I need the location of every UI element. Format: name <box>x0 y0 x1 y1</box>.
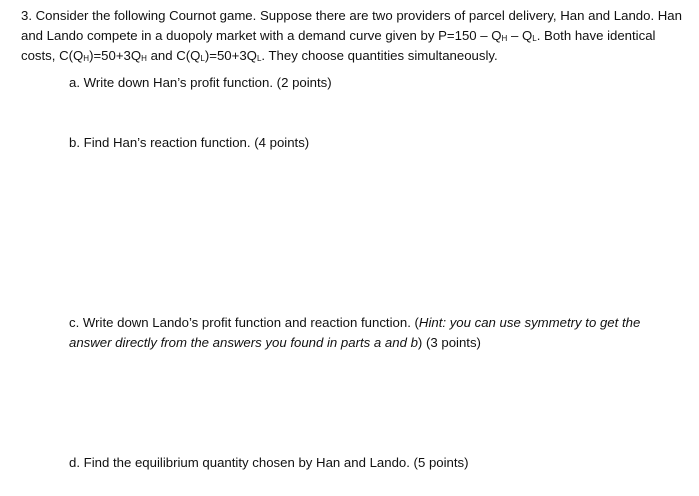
part-b: b. Find Han’s reaction function. (4 points) <box>69 135 310 150</box>
subscript-l: L <box>256 54 262 63</box>
intro-mid4: )=50+3Q <box>204 48 257 63</box>
intro-mid3: and C(Q <box>146 48 201 63</box>
question-intro <box>21 6 691 66</box>
part-c-hint: Hint: you can use symmetry to get the answer directly from the answers you found in parts a and b <box>69 315 641 350</box>
part-d: d. Find the equilibrium quantity chosen by Han and Lando. (5 points) <box>69 455 469 470</box>
part-c-prefix: c. Write down Lando’s profit function and reaction function. ( <box>69 315 419 330</box>
intro-end: . They choose quantities simultaneously. <box>261 48 498 63</box>
part-c-suffix: ) (3 points) <box>417 335 481 350</box>
subscript-l: L <box>532 34 537 43</box>
subscript-h: H <box>141 54 147 63</box>
intro-mid: . Both have identical costs, C(Q <box>21 28 656 63</box>
part-a: a. Write down Han’s profit function. (2 points) <box>69 75 332 90</box>
subscript-h: H <box>83 54 90 63</box>
intro-prefix: 3. Consider the following Cournot game. Suppose there are two providers of parcel delivery, Han and Lando. Han and Lando compete in a duopoly market with a demand curve given by P=150 – Q <box>21 8 682 43</box>
subscript-h: H <box>501 34 508 43</box>
part-c <box>69 313 679 353</box>
intro-dash: – Q <box>507 28 533 43</box>
subscript-l: L <box>200 54 205 63</box>
intro-mid2: )=50+3Q <box>89 48 142 63</box>
